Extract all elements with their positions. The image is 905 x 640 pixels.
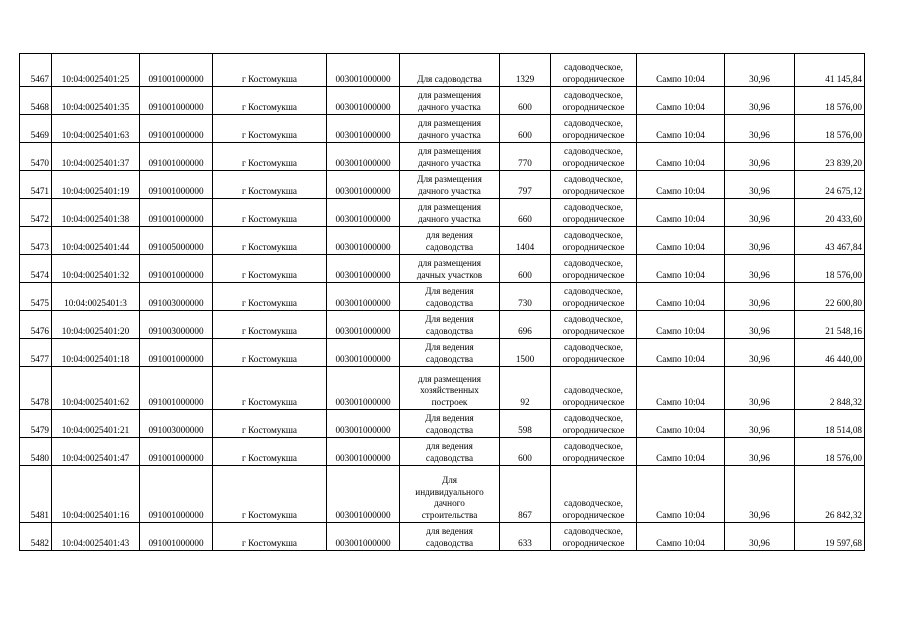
row-number-cell: 5477	[20, 339, 52, 367]
area-cell: 770	[500, 143, 551, 171]
oktmo-code-cell: 091001000000	[140, 115, 213, 143]
row-number-cell: 5470	[20, 143, 52, 171]
cadastral-value-cell: 46 440,00	[795, 339, 865, 367]
cadastral-number-cell: 10:04:0025401:3	[52, 283, 140, 311]
city-cell: г Костомукша	[213, 227, 327, 255]
oktmo-code-cell: 091001000000	[140, 54, 213, 87]
oktmo-code-cell: 091001000000	[140, 87, 213, 115]
rate-cell: 30,96	[725, 339, 795, 367]
permitted-use-cell: для размещения дачных участков	[400, 255, 500, 283]
table-row	[20, 115, 865, 143]
area-cell: 600	[500, 87, 551, 115]
cadastral-number-cell: 10:04:0025401:44	[52, 227, 140, 255]
table-row	[20, 339, 865, 367]
table-row	[20, 466, 865, 523]
area-cell: 1404	[500, 227, 551, 255]
permitted-use-cell: Для садоводства	[400, 54, 500, 87]
vendor-cell: Сампо 10:04	[637, 367, 725, 410]
category-cell: садоводческое, огородническое	[551, 410, 637, 438]
row-number-cell: 5475	[20, 283, 52, 311]
area-cell: 660	[500, 199, 551, 227]
district-code-cell: 003001000000	[327, 199, 400, 227]
row-number-cell: 5468	[20, 87, 52, 115]
category-cell: садоводческое, огородническое	[551, 339, 637, 367]
area-cell: 730	[500, 283, 551, 311]
rate-cell: 30,96	[725, 367, 795, 410]
row-number-cell: 5482	[20, 523, 52, 551]
oktmo-code-cell: 091001000000	[140, 255, 213, 283]
permitted-use-cell: Для ведения садоводства	[400, 410, 500, 438]
district-code-cell: 003001000000	[327, 438, 400, 466]
city-cell: г Костомукша	[213, 311, 327, 339]
vendor-cell: Сампо 10:04	[637, 87, 725, 115]
permitted-use-cell: для ведения садоводства	[400, 523, 500, 551]
cadastral-value-cell: 2 848,32	[795, 367, 865, 410]
vendor-cell: Сампо 10:04	[637, 199, 725, 227]
cadastral-value-cell: 21 548,16	[795, 311, 865, 339]
row-number-cell: 5479	[20, 410, 52, 438]
district-code-cell: 003001000000	[327, 54, 400, 87]
vendor-cell: Сампо 10:04	[637, 143, 725, 171]
city-cell: г Костомукша	[213, 523, 327, 551]
rate-cell: 30,96	[725, 311, 795, 339]
rate-cell: 30,96	[725, 523, 795, 551]
rate-cell: 30,96	[725, 54, 795, 87]
permitted-use-cell: для размещения дачного участка	[400, 87, 500, 115]
category-cell: садоводческое, огородническое	[551, 438, 637, 466]
category-cell: садоводческое, огородническое	[551, 255, 637, 283]
category-cell: садоводческое, огородническое	[551, 115, 637, 143]
rate-cell: 30,96	[725, 410, 795, 438]
vendor-cell: Сампо 10:04	[637, 339, 725, 367]
vendor-cell: Сампо 10:04	[637, 523, 725, 551]
cadastral-number-cell: 10:04:0025401:38	[52, 199, 140, 227]
cadastral-number-cell: 10:04:0025401:19	[52, 171, 140, 199]
district-code-cell: 003001000000	[327, 410, 400, 438]
rate-cell: 30,96	[725, 143, 795, 171]
city-cell: г Костомукша	[213, 255, 327, 283]
permitted-use-cell: Для индивидуального дачного строительства	[400, 466, 500, 523]
table-row	[20, 171, 865, 199]
permitted-use-cell: для размещения дачного участка	[400, 143, 500, 171]
oktmo-code-cell: 091001000000	[140, 171, 213, 199]
cadastral-value-cell: 41 145,84	[795, 54, 865, 87]
area-cell: 92	[500, 367, 551, 410]
rate-cell: 30,96	[725, 171, 795, 199]
table-row	[20, 523, 865, 551]
cadastral-number-cell: 10:04:0025401:37	[52, 143, 140, 171]
cadastral-value-cell: 22 600,80	[795, 283, 865, 311]
rate-cell: 30,96	[725, 87, 795, 115]
permitted-use-cell: для размещения дачного участка	[400, 115, 500, 143]
row-number-cell: 5472	[20, 199, 52, 227]
cadastral-number-cell: 10:04:0025401:47	[52, 438, 140, 466]
area-cell: 600	[500, 438, 551, 466]
rate-cell: 30,96	[725, 227, 795, 255]
cadastral-value-cell: 18 576,00	[795, 255, 865, 283]
area-cell: 600	[500, 255, 551, 283]
oktmo-code-cell: 091001000000	[140, 367, 213, 410]
cadastral-number-cell: 10:04:0025401:35	[52, 87, 140, 115]
permitted-use-cell: для ведения садоводства	[400, 227, 500, 255]
oktmo-code-cell: 091005000000	[140, 227, 213, 255]
rate-cell: 30,96	[725, 466, 795, 523]
cadastral-number-cell: 10:04:0025401:20	[52, 311, 140, 339]
vendor-cell: Сампо 10:04	[637, 171, 725, 199]
area-cell: 867	[500, 466, 551, 523]
city-cell: г Костомукша	[213, 438, 327, 466]
district-code-cell: 003001000000	[327, 227, 400, 255]
cadastral-value-cell: 18 514,08	[795, 410, 865, 438]
permitted-use-cell: Для ведения садоводства	[400, 339, 500, 367]
permitted-use-cell: Для ведения садоводства	[400, 283, 500, 311]
row-number-cell: 5480	[20, 438, 52, 466]
oktmo-code-cell: 091001000000	[140, 523, 213, 551]
district-code-cell: 003001000000	[327, 367, 400, 410]
district-code-cell: 003001000000	[327, 311, 400, 339]
table-row	[20, 255, 865, 283]
permitted-use-cell: для размещения хозяйственных построек	[400, 367, 500, 410]
category-cell: садоводческое, огородническое	[551, 227, 637, 255]
row-number-cell: 5474	[20, 255, 52, 283]
rate-cell: 30,96	[725, 115, 795, 143]
city-cell: г Костомукша	[213, 339, 327, 367]
cadastral-value-cell: 20 433,60	[795, 199, 865, 227]
permitted-use-cell: для размещения дачного участка	[400, 199, 500, 227]
area-cell: 598	[500, 410, 551, 438]
row-number-cell: 5481	[20, 466, 52, 523]
oktmo-code-cell: 091003000000	[140, 283, 213, 311]
rate-cell: 30,96	[725, 283, 795, 311]
oktmo-code-cell: 091003000000	[140, 311, 213, 339]
cadastral-number-cell: 10:04:0025401:62	[52, 367, 140, 410]
table-row	[20, 54, 865, 87]
row-number-cell: 5473	[20, 227, 52, 255]
cadastral-value-cell: 18 576,00	[795, 438, 865, 466]
cadastral-value-cell: 23 839,20	[795, 143, 865, 171]
category-cell: садоводческое, огородническое	[551, 466, 637, 523]
permitted-use-cell: Для размещения дачного участка	[400, 171, 500, 199]
city-cell: г Костомукша	[213, 283, 327, 311]
vendor-cell: Сампо 10:04	[637, 115, 725, 143]
area-cell: 797	[500, 171, 551, 199]
category-cell: садоводческое, огородническое	[551, 367, 637, 410]
city-cell: г Костомукша	[213, 54, 327, 87]
area-cell: 633	[500, 523, 551, 551]
row-number-cell: 5467	[20, 54, 52, 87]
city-cell: г Костомукша	[213, 367, 327, 410]
oktmo-code-cell: 091003000000	[140, 410, 213, 438]
cadastral-value-cell: 24 675,12	[795, 171, 865, 199]
city-cell: г Костомукша	[213, 410, 327, 438]
category-cell: садоводческое, огородническое	[551, 143, 637, 171]
category-cell: садоводческое, огородническое	[551, 54, 637, 87]
vendor-cell: Сампо 10:04	[637, 227, 725, 255]
area-cell: 696	[500, 311, 551, 339]
cadastral-value-cell: 18 576,00	[795, 87, 865, 115]
table-body	[20, 54, 865, 551]
city-cell: г Костомукша	[213, 171, 327, 199]
district-code-cell: 003001000000	[327, 255, 400, 283]
category-cell: садоводческое, огородническое	[551, 199, 637, 227]
row-number-cell: 5478	[20, 367, 52, 410]
city-cell: г Костомукша	[213, 199, 327, 227]
category-cell: садоводческое, огородническое	[551, 171, 637, 199]
area-cell: 1329	[500, 54, 551, 87]
cadastral-number-cell: 10:04:0025401:25	[52, 54, 140, 87]
rate-cell: 30,96	[725, 199, 795, 227]
cadastral-number-cell: 10:04:0025401:21	[52, 410, 140, 438]
cadastral-value-cell: 43 467,84	[795, 227, 865, 255]
category-cell: садоводческое, огородническое	[551, 311, 637, 339]
city-cell: г Костомукша	[213, 115, 327, 143]
oktmo-code-cell: 091001000000	[140, 143, 213, 171]
vendor-cell: Сампо 10:04	[637, 410, 725, 438]
cadastral-number-cell: 10:04:0025401:16	[52, 466, 140, 523]
city-cell: г Костомукша	[213, 143, 327, 171]
city-cell: г Костомукша	[213, 466, 327, 523]
district-code-cell: 003001000000	[327, 171, 400, 199]
oktmo-code-cell: 091001000000	[140, 199, 213, 227]
cadastral-number-cell: 10:04:0025401:32	[52, 255, 140, 283]
area-cell: 600	[500, 115, 551, 143]
cadastral-value-cell: 19 597,68	[795, 523, 865, 551]
cadastral-number-cell: 10:04:0025401:63	[52, 115, 140, 143]
table-row	[20, 311, 865, 339]
vendor-cell: Сампо 10:04	[637, 438, 725, 466]
table-row	[20, 227, 865, 255]
rate-cell: 30,96	[725, 255, 795, 283]
category-cell: садоводческое, огородническое	[551, 523, 637, 551]
district-code-cell: 003001000000	[327, 339, 400, 367]
category-cell: садоводческое, огородническое	[551, 283, 637, 311]
category-cell: садоводческое, огородническое	[551, 87, 637, 115]
cadastral-value-cell: 26 842,32	[795, 466, 865, 523]
table-row	[20, 438, 865, 466]
table-row	[20, 199, 865, 227]
vendor-cell: Сампо 10:04	[637, 311, 725, 339]
district-code-cell: 003001000000	[327, 466, 400, 523]
row-number-cell: 5469	[20, 115, 52, 143]
district-code-cell: 003001000000	[327, 115, 400, 143]
oktmo-code-cell: 091001000000	[140, 466, 213, 523]
vendor-cell: Сампо 10:04	[637, 54, 725, 87]
table-row	[20, 410, 865, 438]
district-code-cell: 003001000000	[327, 283, 400, 311]
vendor-cell: Сампо 10:04	[637, 255, 725, 283]
table-row	[20, 283, 865, 311]
table-row	[20, 143, 865, 171]
district-code-cell: 003001000000	[327, 523, 400, 551]
permitted-use-cell: для ведения садоводства	[400, 438, 500, 466]
district-code-cell: 003001000000	[327, 143, 400, 171]
table-row	[20, 367, 865, 410]
oktmo-code-cell: 091001000000	[140, 438, 213, 466]
table-row	[20, 87, 865, 115]
cadastral-number-cell: 10:04:0025401:18	[52, 339, 140, 367]
cadastral-value-cell: 18 576,00	[795, 115, 865, 143]
district-code-cell: 003001000000	[327, 87, 400, 115]
cadastral-number-cell: 10:04:0025401:43	[52, 523, 140, 551]
area-cell: 1500	[500, 339, 551, 367]
land-plots-table	[19, 53, 865, 551]
permitted-use-cell: Для ведения садоводства	[400, 311, 500, 339]
row-number-cell: 5476	[20, 311, 52, 339]
city-cell: г Костомукша	[213, 87, 327, 115]
oktmo-code-cell: 091001000000	[140, 339, 213, 367]
rate-cell: 30,96	[725, 438, 795, 466]
vendor-cell: Сампо 10:04	[637, 283, 725, 311]
vendor-cell: Сампо 10:04	[637, 466, 725, 523]
row-number-cell: 5471	[20, 171, 52, 199]
